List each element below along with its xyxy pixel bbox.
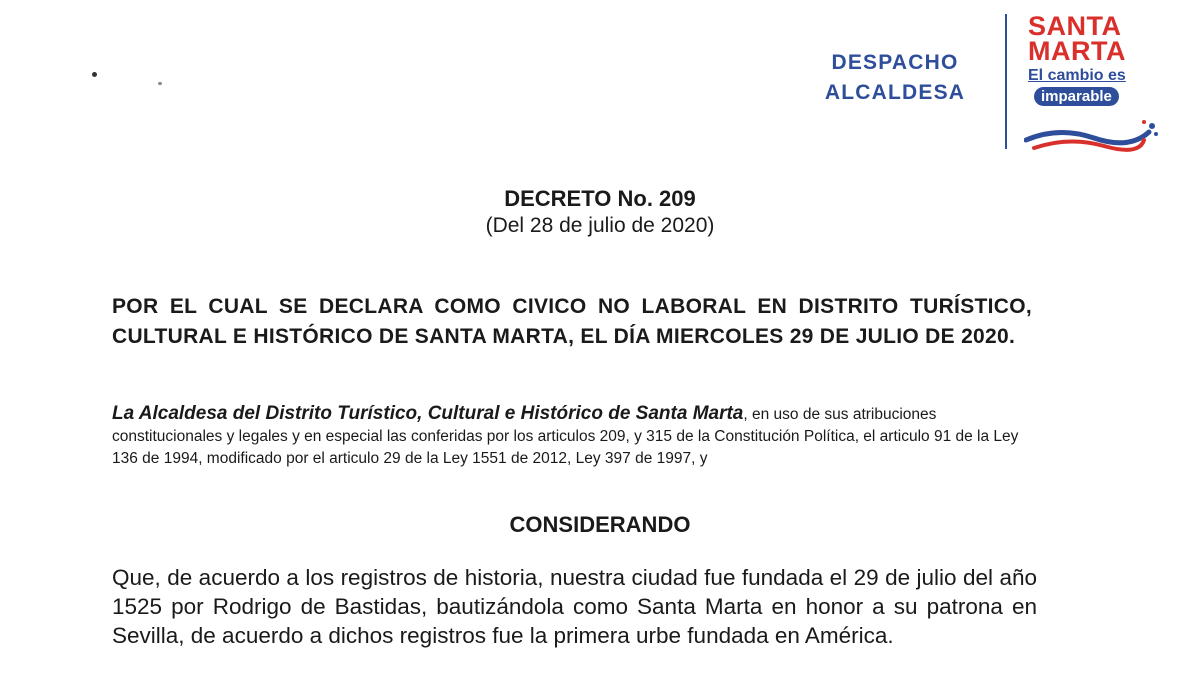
decree-title: DECRETO No. 209 — [504, 186, 696, 211]
santa-marta-logo — [1028, 11, 1163, 154]
office-name — [800, 48, 990, 108]
decree-date: (Del 28 de julio de 2020) — [485, 214, 715, 237]
considerando-heading: CONSIDERANDO — [509, 512, 691, 537]
scan-speck — [158, 82, 162, 85]
logo-slogan-line-2: imparable — [1034, 87, 1119, 106]
preamble-text: , en uso de sus atribuciones constitucionales y legales y en especial las conferidas por los articulos 209, y 315 de la Constitución Política, el articulo 91 de la Ley 136 de 1994, modificado por el articulo 29 de la Ley 1551 de 2012, Ley 397 de 1997, y — [112, 406, 1019, 467]
decree-subject: POR EL CUAL SE DECLARA COMO CIVICO NO LABORAL EN DISTRITO TURÍSTICO, CULTURAL E HISTÓRICO DE SANTA MARTA, EL DÍA MIERCOLES 29 DE JULIO DE 2020. — [112, 295, 1032, 348]
wave-icon — [1024, 118, 1159, 158]
header-divider — [1005, 14, 1007, 149]
logo-city-line-1: SANTA — [1028, 11, 1122, 41]
preamble-authority: La Alcaldesa del Distrito Turístico, Cultural e Histórico de Santa Marta — [112, 403, 744, 424]
preamble — [112, 403, 1032, 470]
logo-slogan-line-1: El cambio es — [1028, 67, 1126, 84]
office-line-1: DESPACHO — [831, 51, 959, 74]
considerando-paragraph: Que, de acuerdo a los registros de historia, nuestra ciudad fue fundada el 29 de julio del año 1525 por Rodrigo de Bastidas, bautizándola como Santa Marta en honor a su patrona en Sevilla, de acuerdo a dichos registros fue la primera urbe fundada en América. — [112, 565, 1037, 648]
scan-speck — [92, 72, 97, 77]
logo-city-line-2: MARTA — [1028, 36, 1126, 66]
office-line-2: ALCALDESA — [824, 81, 966, 104]
